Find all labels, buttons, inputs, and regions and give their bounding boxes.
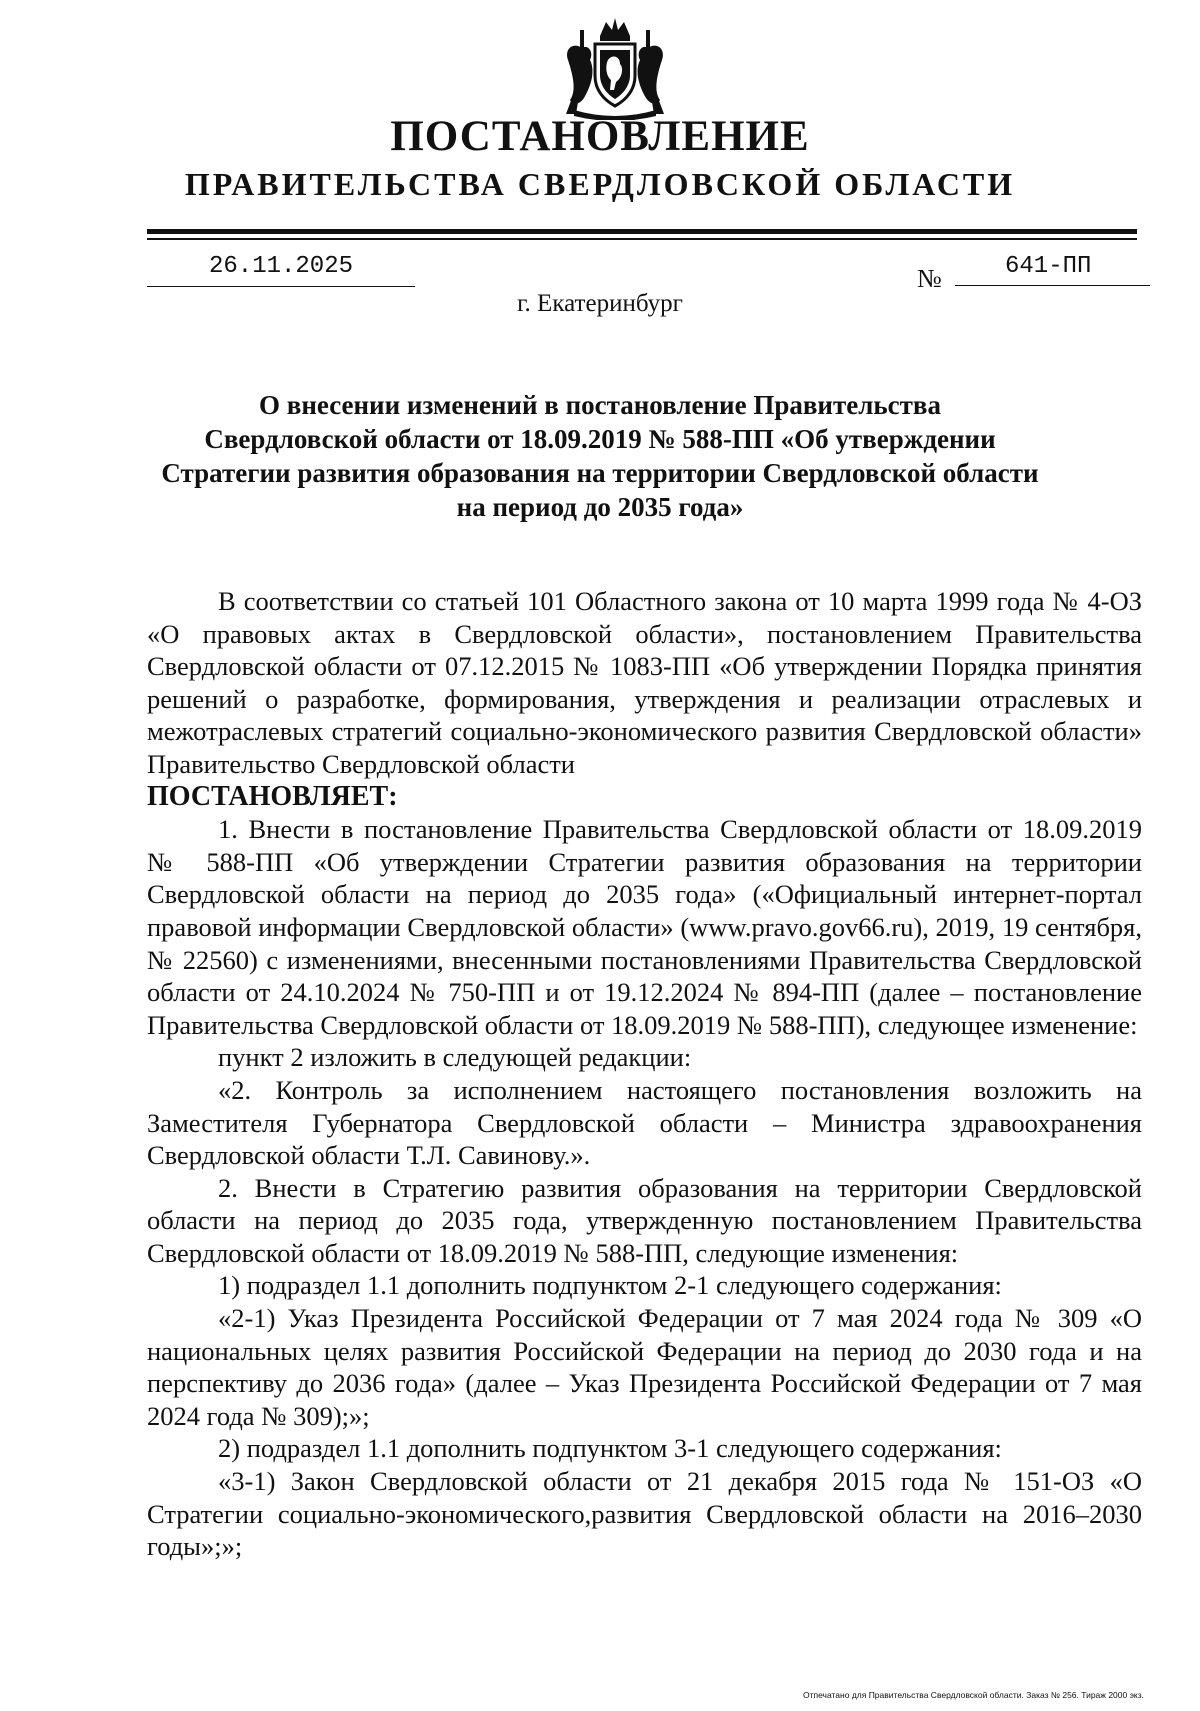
coat-of-arms-icon [560, 14, 670, 120]
print-imprint: Отпечатано для Правительства Свердловской области. Заказ № 256. Тираж 2000 экз. [802, 1690, 1144, 1700]
body-paragraph: 1. Внести в постановление Правительства Свердловской области от 18.09.2019 № 588-ПП «Об утверждении Стратегии развития образования на территории Свердловской области на период до 2035 года» («Официальный интернет-портал правовой информации Свердловской области» (www.pravo.gov66.ru), 2019, 19 сентября, № 22560) с изменениями, внесенными постановлениями Правительства Свердловской области от 24.10.2024 № 750-ПП и от 19.12.2024 № 894-ПП (далее – постановление Правительства Свердловской области от 18.09.2019 № 588-ПП), следующее изменение: [147, 814, 1142, 1040]
header-thick-rule [147, 229, 1137, 234]
document-number: 641-ПП [955, 250, 1150, 286]
city: г. Екатеринбург [517, 290, 683, 317]
body-paragraph: 2) подраздел 1.1 дополнить подпунктом 3-1 следующего содержания: [218, 1433, 1002, 1464]
heading-line: на период до 2035 года» [456, 492, 744, 522]
resolves-heading: ПОСТАНОВЛЯЕТ: [147, 780, 398, 812]
heading-line: Стратегии развития образования на территории Свердловской области [161, 458, 1039, 488]
preamble-paragraph: В соответствии со статьей 101 Областного закона от 10 марта 1999 года № 4-ОЗ «О правовых актах в Свердловской области», постановлением Правительства Свердловской области от 07.12.2015 № 1083-ПП «Об утверждении Порядка принятия решений о разработке, формирования, утверждения и реализации отраслевых и межотраслевых стратегий социально-экономического развития Свердловской области» Правительство Свердловской области [147, 586, 1142, 779]
body-paragraph: «2-1) Указ Президента Российской Федерации от 7 мая 2024 года № 309 «О национальных целях развития Российской Федерации на период до 2030 года и на перспективу до 2036 года» (далее – Указ Президента Российской Федерации от 7 мая 2024 года № 309);»; [147, 1303, 1142, 1431]
heading-line: Свердловской области от 18.09.2019 № 588-ПП «Об утверждении [204, 424, 996, 454]
document-date: 26.11.2025 [147, 250, 415, 287]
body-paragraph: «3-1) Закон Свердловской области от 21 декабря 2015 года № 151-ОЗ «О Стратегии социально-экономического,развития Свердловской области на 2016–2030 годы»;»; [147, 1466, 1142, 1562]
header-thin-rule [147, 238, 1137, 240]
body-paragraph: пункт 2 изложить в следующей редакции: [218, 1042, 692, 1073]
heading-line: О внесении изменений в постановление Правительства [259, 390, 941, 420]
document-type-title: ПОСТАНОВЛЕНИЕ [390, 113, 810, 160]
issuer-title: ПРАВИТЕЛЬСТВА СВЕРДЛОВСКОЙ ОБЛАСТИ [184, 166, 1016, 202]
document-heading [160, 388, 1040, 524]
body-paragraph: 1) подраздел 1.1 дополнить подпунктом 2-1 следующего содержания: [218, 1270, 1002, 1301]
document-body [147, 585, 1142, 1563]
body-paragraph: 2. Внести в Стратегию развития образования на территории Свердловской области на период до 2035 года, утвержденную постановлением Правительства Свердловской области от 18.09.2019 № 588-ПП, следующие изменения: [147, 1172, 1142, 1268]
number-sign: № [917, 264, 942, 293]
body-paragraph: «2. Контроль за исполнением настоящего постановления возложить на Заместителя Губернатора Свердловской области – Министра здравоохранения Свердловской области Т.Л. Савинову.». [147, 1074, 1142, 1171]
